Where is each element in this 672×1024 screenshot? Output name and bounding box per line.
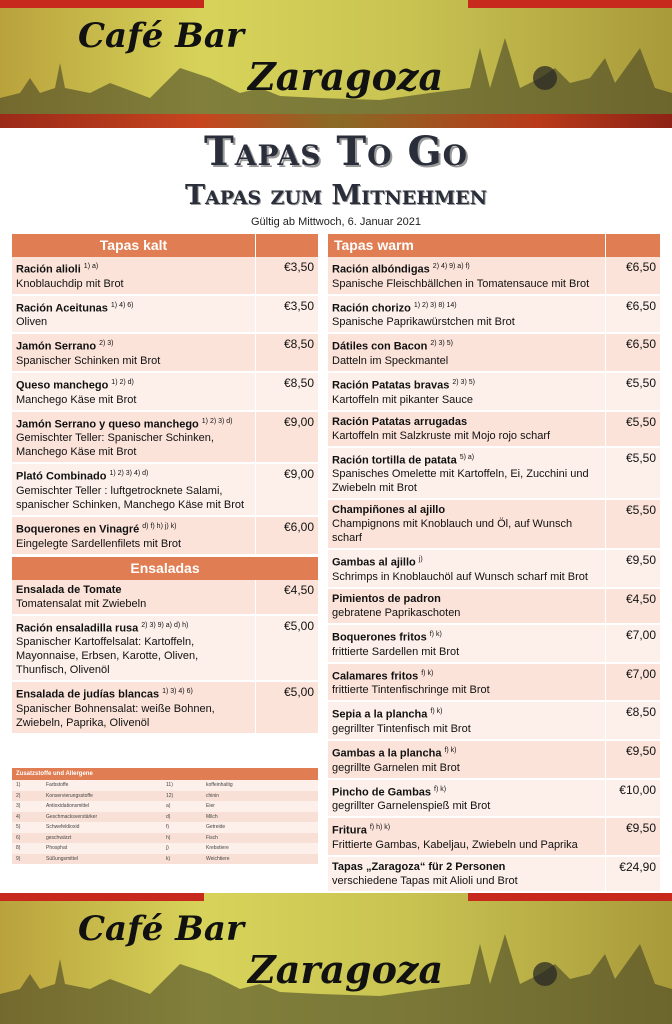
item-name: Ensalada de judías blancas [16, 688, 160, 701]
item-price: €5,00 [283, 685, 314, 700]
menu-left-column [12, 234, 318, 735]
item-description: gegrillter Tintenfisch mit Brot [332, 722, 471, 735]
allergen-codes: 1) 2) 3) 8) 14) [413, 301, 457, 309]
item-price: €3,50 [283, 298, 314, 313]
item-price: €7,00 [625, 627, 656, 642]
allergen-cell: Getreide [206, 824, 226, 831]
allergen-row [12, 812, 318, 823]
item-name: Pimientos de padron [332, 592, 441, 605]
allergen-codes: 1) 3) 4) 6) [162, 688, 193, 696]
page-title: Tapas To Go [203, 128, 468, 175]
allergen-cell: Phosphat [46, 845, 68, 852]
item-price: €8,50 [625, 705, 656, 720]
item-name: Jamón Serrano y queso manchego [16, 418, 199, 431]
item-description: frittierte Tintenfischringe mit Brot [332, 684, 490, 697]
menu-item [328, 780, 660, 819]
menu-item [328, 412, 660, 448]
menu-item [12, 682, 318, 735]
item-description: frittierte Sardellen mit Brot [332, 645, 460, 658]
item-description: Knoblauchdip mit Brot [16, 277, 124, 290]
menu-item [328, 741, 660, 780]
allergen-codes: 1) 2) d) [111, 378, 134, 386]
brand-logo-name: Zaragoza [248, 947, 444, 992]
item-name: Ración ensaladilla rusa [16, 622, 139, 635]
allergen-cell: Fisch [206, 834, 218, 841]
section-header-cold: Tapas kalt [12, 234, 318, 257]
item-name: Pincho de Gambas [332, 786, 432, 799]
item-price: €8,50 [283, 337, 314, 352]
allergen-cell: Geschmacksverstärker [46, 813, 98, 820]
menu-right-column [328, 234, 660, 893]
allergen-codes: f) k) [434, 785, 447, 793]
menu-item [12, 412, 318, 465]
item-name: Champiñones al ajillo [332, 504, 446, 517]
item-price: €10,00 [619, 782, 656, 797]
item-name: Gambas al ajillo [332, 556, 416, 569]
item-name: Ración chorizo [332, 302, 411, 315]
valid-date: Gültig ab Mittwoch, 6. Januar 2021 [251, 216, 421, 228]
allergen-codes: f) k) [430, 708, 443, 716]
allergen-cell: 8) [16, 845, 21, 852]
allergen-cell: 5) [16, 824, 21, 831]
menu-item [12, 334, 318, 373]
allergen-cell: Eier [206, 803, 215, 810]
menu-item [328, 257, 660, 296]
allergen-codes: 1) 4) 6) [110, 301, 134, 309]
item-name: Dátiles con Bacon [332, 340, 428, 353]
item-price: €8,50 [283, 375, 314, 390]
item-price: €6,50 [625, 337, 656, 352]
item-name: Queso manchego [16, 379, 109, 392]
allergen-cell: 11) [166, 782, 173, 789]
item-price: €6,50 [625, 260, 656, 274]
item-description: Gemischter Teller: Spanischer Schinken, Manchego Käse mit Brot [16, 432, 214, 459]
brand-logo-name: Zaragoza [248, 54, 444, 99]
allergen-codes: f) k) [429, 630, 442, 638]
item-price: €5,50 [625, 375, 656, 390]
allergen-codes: 5) a) [459, 453, 475, 461]
menu-item [328, 818, 660, 857]
item-price: €6,50 [625, 298, 656, 313]
menu-item [12, 517, 318, 556]
allergen-cell: Krebstiere [206, 845, 229, 852]
item-price: €9,50 [625, 553, 656, 568]
allergen-cell: a) [166, 803, 171, 810]
item-description: gebratene Paprikaschoten [332, 606, 461, 619]
page-subtitle: Tapas zum Mitnehmen [184, 180, 488, 211]
menu-item [328, 448, 660, 501]
allergen-codes: 1) 2) 3) d) [201, 417, 233, 425]
item-description: Schrimps in Knoblauchöl auf Wunsch scharf mit Brot [332, 570, 588, 583]
item-name: Boquerones en Vinagré [16, 523, 140, 536]
allergen-cell: Süßungsmittel [46, 855, 78, 862]
item-price: €5,50 [625, 414, 656, 429]
allergen-codes: 2) 3) 5) [430, 340, 453, 348]
allergen-row [12, 833, 318, 844]
allergen-table: Zusatzstoffe und Allergene 1) Farbstoffe 11) koffeinhaltig 2) Konservierungsstoffe 12) chinin 3) Antioxidationsmittel a) Eier 4) Geschmacksverstärker d) Milch 5) Schwefeldioxid f) Getreide 6) geschwärzt h) Fisch 8) Phosphat j) Krebstiere 9) Süßungsmittel k) Weichtiere [12, 768, 318, 864]
item-description: Manchego Käse mit Brot [16, 393, 137, 406]
allergen-codes: d) f) h) j) k) [142, 522, 177, 530]
menu-item [328, 500, 660, 550]
item-name: Ración Patatas bravas [332, 379, 450, 392]
item-price: €5,00 [283, 618, 314, 633]
item-name: Calamares fritos [332, 670, 419, 683]
menu-item [12, 257, 318, 296]
item-price: €3,50 [283, 260, 314, 274]
section-header-warm: Tapas warm [328, 234, 660, 257]
item-description: Eingelegte Sardellenfilets mit Brot [16, 537, 182, 550]
item-price: €4,50 [283, 582, 314, 597]
item-price: €7,00 [625, 666, 656, 681]
allergen-codes: f) k) [421, 669, 434, 677]
allergen-codes: 2) 4) 9) a) f) [432, 263, 470, 270]
item-description: Oliven [16, 316, 48, 329]
allergen-codes: 2) 3) [99, 340, 114, 348]
item-name: Ración tortilla de patata [332, 454, 457, 467]
menu-item [12, 464, 318, 517]
item-description: Spanische Fleischbällchen in Tomatensauce mit Brot [332, 277, 590, 290]
item-name: Boquerones fritos [332, 631, 427, 644]
item-name: Tapas „Zaragoza“ für 2 Personen [332, 860, 506, 873]
allergen-row [12, 854, 318, 865]
item-name: Ración albóndigas [332, 263, 430, 276]
allergen-codes: 2) 3) 9) a) d) h) [141, 621, 189, 629]
item-description: Kartoffeln mit pikanter Sauce [332, 393, 474, 406]
allergen-codes: 2) 3) 5) [452, 378, 475, 386]
item-description: Spanischer Schinken mit Brot [16, 354, 161, 367]
menu-item [328, 857, 660, 893]
item-price: €6,00 [283, 519, 314, 534]
item-description: Gemischter Teller : luftgetrocknete Salami, spanischer Schinken, Manchego Käse mit Brot [16, 484, 245, 511]
menu-item [328, 589, 660, 625]
item-price: €5,50 [625, 450, 656, 465]
brand-logo: Café Bar [78, 16, 244, 56]
menu-item [328, 334, 660, 373]
allergen-cell: Antioxidationsmittel [46, 803, 90, 810]
allergen-cell: 6) [16, 834, 21, 841]
allergen-cell: 1) [16, 782, 21, 789]
item-description: verschiedene Tapas mit Alioli und Brot [332, 874, 518, 887]
item-description: Kartoffeln mit Salzkruste mit Mojo rojo scharf [332, 429, 551, 442]
menu-item [328, 664, 660, 703]
footer-banner [0, 893, 672, 1024]
menu-item [328, 702, 660, 741]
allergen-row [12, 801, 318, 812]
allergen-cell: Weichtiere [206, 855, 230, 862]
item-description: Datteln im Speckmantel [332, 354, 449, 367]
item-description: Champignons mit Knoblauch und Öl, auf Wunsch scharf [332, 518, 573, 545]
item-name: Ración Patatas arrugadas [332, 415, 468, 428]
allergen-codes: f) k) [444, 746, 457, 754]
item-price: €9,50 [625, 821, 656, 836]
allergen-row [12, 822, 318, 833]
allergen-cell: k) [166, 855, 171, 862]
allergen-cell: koffeinhaltig [206, 782, 233, 789]
menu-item [328, 550, 660, 589]
menu-item [12, 580, 318, 616]
allergen-cell: Konservierungsstoffe [46, 792, 93, 799]
menu-item [328, 296, 660, 335]
item-name: Sepia a la plancha [332, 708, 428, 721]
allergen-cell: Farbstoffe [46, 782, 69, 789]
menu-item [328, 625, 660, 664]
header-banner [0, 0, 672, 128]
menu-item [12, 616, 318, 683]
item-price: €24,90 [619, 859, 656, 874]
allergen-cell: 4) [16, 813, 21, 820]
item-price: €9,00 [283, 467, 314, 482]
item-price: €9,00 [283, 414, 314, 429]
allergen-row [12, 791, 318, 802]
item-description: Frittierte Gambas, Kabeljau, Zwiebeln und Paprika [332, 838, 578, 851]
item-name: Ración alioli [16, 263, 81, 276]
item-description: gegrillter Garnelenspieß mit Brot [332, 800, 491, 813]
item-name: Plató Combinado [16, 470, 107, 483]
item-name: Jamón Serrano [16, 340, 97, 353]
item-description: gegrillte Garnelen mit Brot [332, 761, 460, 774]
allergen-cell: Schwefeldioxid [46, 824, 80, 831]
allergen-cell: 9) [16, 855, 21, 862]
allergen-cell: Milch [206, 813, 218, 820]
item-description: Spanischer Bohnensalat: weiße Bohnen, Zwiebeln, Paprika, Olivenöl [16, 702, 215, 729]
allergen-cell: d) [166, 813, 171, 820]
allergen-cell: 12) [166, 792, 174, 799]
menu-item [12, 373, 318, 412]
item-price: €4,50 [625, 591, 656, 606]
allergen-cell: j) [166, 845, 169, 852]
allergen-cell: f) [166, 824, 170, 831]
item-name: Fritura [332, 824, 367, 837]
allergen-codes: 1) 2) 3) 4) d) [109, 470, 149, 478]
item-price: €9,50 [625, 743, 656, 758]
item-description: Spanisches Omelette mit Kartoffeln, Ei, Zucchini und Zwiebeln mit Brot [332, 468, 589, 495]
allergen-cell: geschwärzt [46, 834, 72, 841]
allergen-cell: chinin [206, 792, 220, 799]
allergen-row [12, 843, 318, 854]
item-name: Ración Aceitunas [16, 302, 108, 315]
item-description: Spanischer Kartoffelsalat: Kartoffeln, Mayonnaise, Erbsen, Karotte, Oliven, Thunfisch, Olivenöl [16, 636, 199, 677]
menu-item [12, 296, 318, 335]
item-description: Spanische Paprikawürstchen mit Brot [332, 316, 515, 329]
item-price: €5,50 [625, 503, 656, 518]
allergen-cell: 3) [16, 803, 21, 810]
allergen-cell: h) [166, 834, 171, 841]
item-description: Tomatensalat mit Zwiebeln [16, 597, 147, 610]
brand-logo: Café Bar [78, 909, 244, 949]
allergen-codes: 1) a) [83, 263, 99, 270]
allergen-codes: f) h) k) [369, 824, 391, 832]
allergen-cell: 2) [16, 792, 21, 799]
item-name: Ensalada de Tomate [16, 583, 122, 596]
allergen-codes: j) [418, 556, 423, 564]
menu-item [328, 373, 660, 412]
item-name: Gambas a la plancha [332, 747, 442, 760]
section-header-salads: Ensaladas [12, 557, 318, 580]
allergen-row [12, 780, 318, 791]
